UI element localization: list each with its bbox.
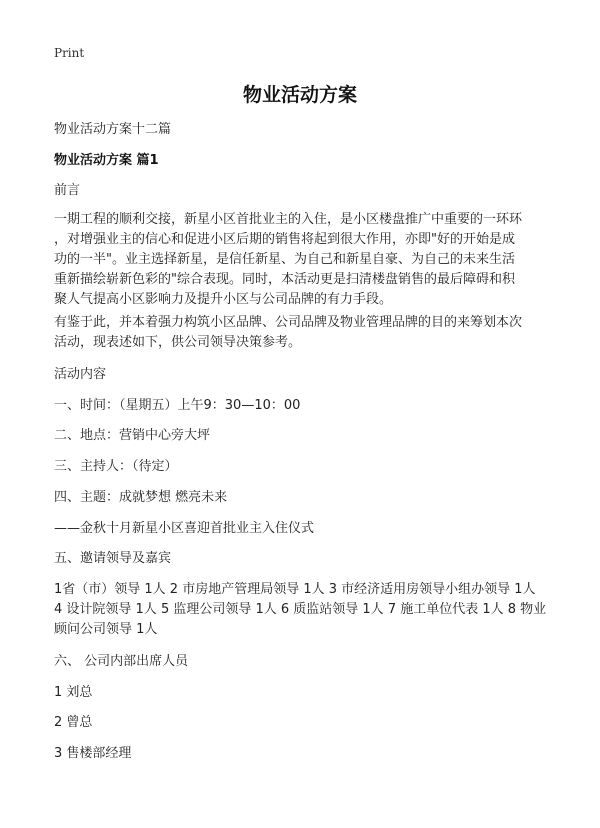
guests-line: 4 设计院领导 1人 5 监理公司领导 1人 6 质监站领导 1人 7 施工单位代表 1人 8 物业 [54, 602, 547, 617]
intro-line: 聚人气提高小区影响力及提升小区与公司品牌的有力手段。 [54, 292, 393, 307]
theme-subtitle: ——金秋十月新星小区喜迎首批业主入住仪式 [54, 521, 315, 536]
guests-line: 1省（市）领导 1人 2 市房地产管理局领导 1人 3 市经济适用房领导小组办领导 1人 [54, 582, 536, 597]
staff-item: 2 曾总 [54, 715, 93, 730]
intro-line: 一期工程的顺利交接，新星小区首批业主的入住，是小区楼盘推广中重要的一环环 [54, 212, 523, 227]
staff-item: 1 刘总 [54, 685, 93, 700]
guests-paragraph [54, 580, 554, 640]
item-guests: 五、邀请领导及嘉宾 [54, 551, 172, 566]
guests-line: 顾问公司领导 1人 [54, 622, 158, 637]
document-subtitle: 物业活动方案十二篇 [54, 122, 172, 137]
section-heading: 物业活动方案 篇1 [54, 153, 159, 168]
intro-line: 重新描绘崭新色彩的"综合表现。同时，本活动更是扫清楼盘销售的最后障碍和积 [54, 272, 515, 287]
intro-paragraph [54, 210, 554, 310]
item-time: 一、时间：（星期五）上午9：30—10：00 [54, 398, 301, 413]
purpose-line: 活动，现表述如下，供公司领导决策参考。 [54, 335, 302, 350]
item-theme: 四、主题：成就梦想 燃亮未来 [54, 490, 228, 505]
purpose-line: 有鉴于此，并本着强力构筑小区品牌、公司品牌及物业管理品牌的目的来筹划本次 [54, 315, 523, 330]
print-label: Print [54, 46, 85, 60]
item-place: 二、地点：营销中心旁大坪 [54, 428, 211, 443]
intro-line: 功的一半"。业主选择新星，是信任新星、为自己和新星自豪、为自己的未来生活 [54, 252, 515, 267]
item-host: 三、主持人：（待定） [54, 459, 178, 474]
preface-label: 前言 [54, 183, 81, 198]
item-staff: 六、 公司内部出席人员 [54, 654, 189, 669]
purpose-paragraph [54, 313, 554, 353]
page-title: 物业活动方案 [242, 84, 357, 106]
intro-line: ，对增强业主的信心和促进小区后期的销售将起到很大作用，亦即"好的开始是成 [54, 232, 515, 247]
content-label: 活动内容 [54, 367, 107, 382]
staff-item: 3 售楼部经理 [54, 746, 132, 761]
